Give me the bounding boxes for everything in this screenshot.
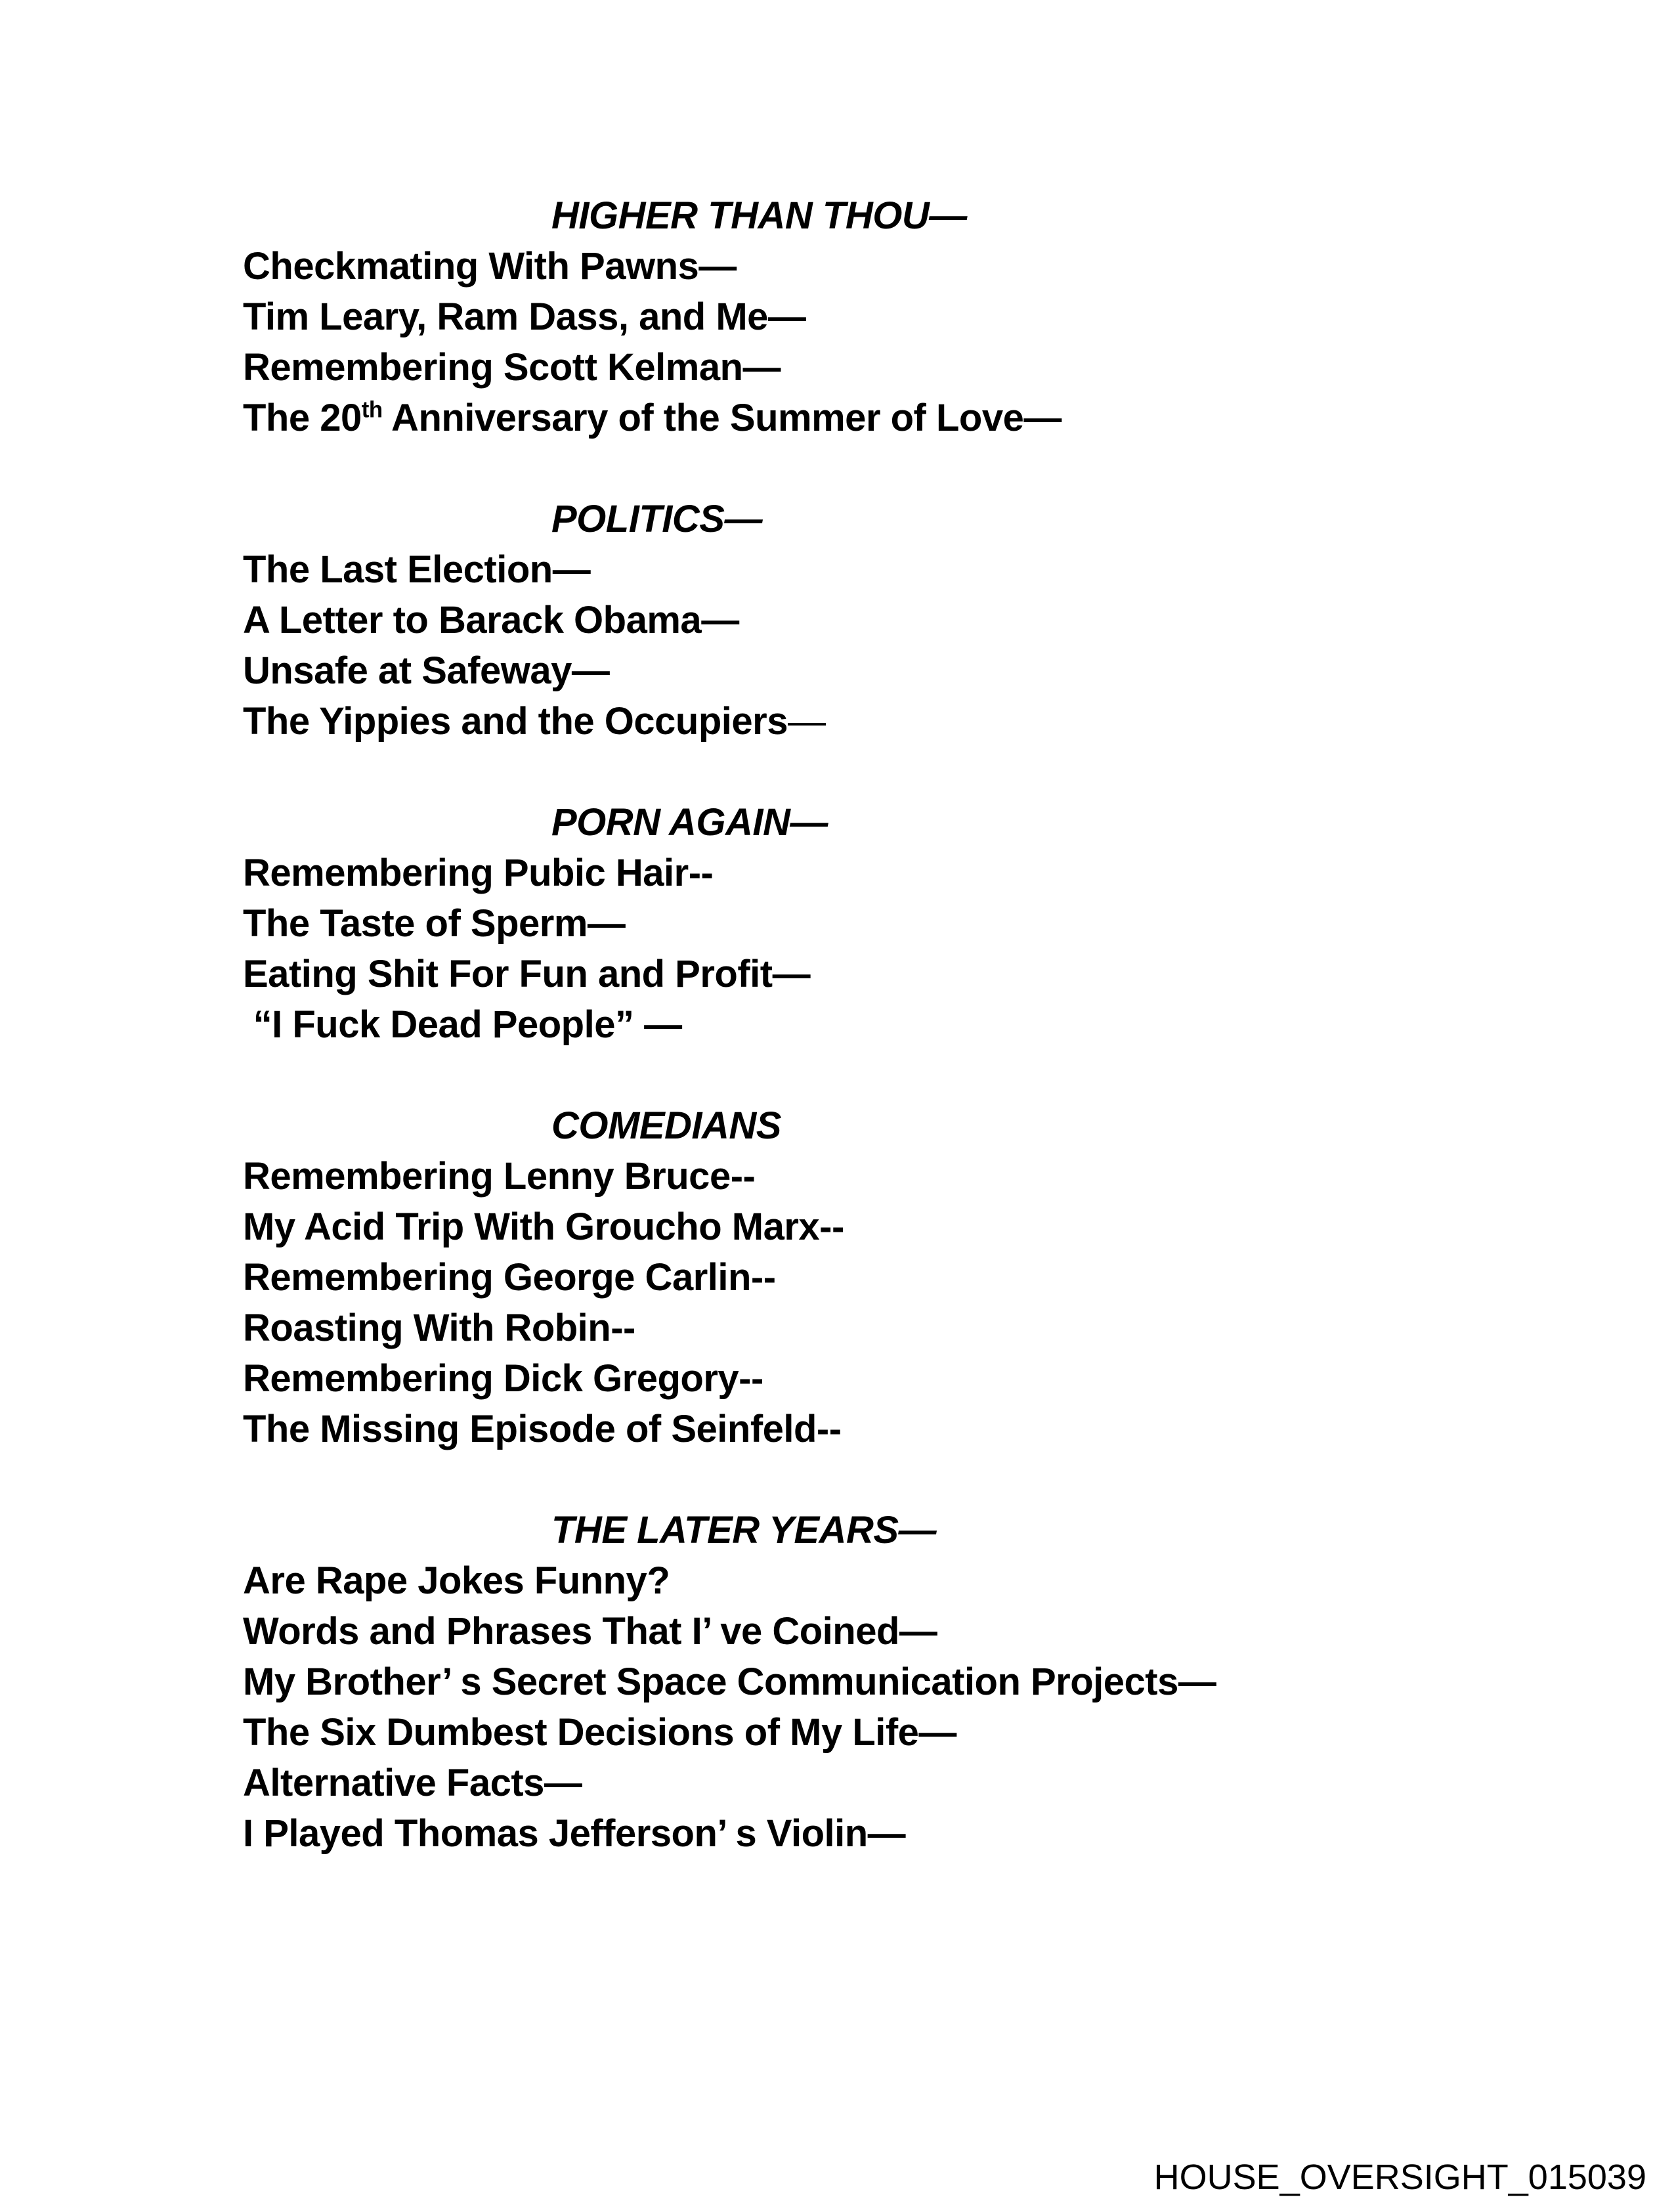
toc-item [243, 1252, 1674, 1303]
section-heading-text: THE LATER YEARS— [551, 1509, 937, 1551]
toc-item-text: The Yippies and the Occupiers [243, 700, 788, 743]
toc-item [243, 1353, 1674, 1404]
toc-item-text: Roasting With Robin-- [243, 1307, 635, 1349]
toc-item-text: I Played Thomas Jefferson’ s Violin— [243, 1812, 906, 1855]
toc-item-text: Remembering Lenny Bruce-- [243, 1155, 756, 1198]
toc-item [243, 696, 1674, 747]
toc-item-text: Remembering George Carlin-- [243, 1256, 776, 1299]
section-heading-text: PORN AGAIN— [551, 801, 828, 844]
toc-item-text: Are Rape Jokes Funny? [243, 1559, 670, 1602]
toc-item-text: My Acid Trip With Groucho Marx-- [243, 1205, 844, 1248]
toc-item-text: The Taste of Sperm— [243, 902, 626, 945]
toc-item [243, 848, 1674, 898]
section-heading-text: POLITICS— [551, 498, 762, 540]
toc-item [243, 999, 1674, 1050]
toc-item-text: Words and Phrases That I’ ve Coined— [243, 1610, 937, 1653]
toc-item-text: Eating Shit For Fun and Profit— [243, 953, 811, 995]
toc-item [243, 645, 1674, 696]
toc-item [243, 393, 1674, 443]
toc-item [243, 1404, 1674, 1454]
section-heading [551, 797, 1674, 848]
section-porn-again [243, 797, 1674, 1050]
toc-item-text: Unsafe at Safeway— [243, 649, 610, 692]
toc-item [243, 595, 1674, 645]
toc-item [243, 1707, 1674, 1758]
toc-item [243, 1808, 1674, 1859]
toc-item [243, 241, 1674, 292]
section-heading-text: COMEDIANS [551, 1104, 781, 1147]
section-heading [551, 494, 1674, 544]
section-heading-text: HIGHER THAN THOU— [551, 194, 967, 237]
section-the-later-years [243, 1505, 1674, 1859]
toc-item [243, 1657, 1674, 1707]
toc-item-text: My Brother’ s Secret Space Communication Projects— [243, 1660, 1216, 1703]
toc-item-text: The Six Dumbest Decisions of My Life— [243, 1711, 956, 1754]
section-heading [551, 190, 1674, 241]
section-heading [551, 1100, 1674, 1151]
toc-item-text: The 20 [243, 397, 362, 439]
section-heading [551, 1505, 1674, 1555]
toc-item [243, 949, 1674, 999]
section-comedians [243, 1100, 1674, 1454]
toc-item [243, 292, 1674, 342]
toc-item-text: The Missing Episode of Seinfeld-- [243, 1408, 842, 1450]
toc-item [243, 342, 1674, 393]
section-politics [243, 494, 1674, 747]
toc-item [243, 1555, 1674, 1606]
toc-item-text: Remembering Scott Kelman— [243, 346, 781, 389]
toc-item-text: Remembering Dick Gregory-- [243, 1357, 763, 1400]
toc-item-text: “I Fuck Dead People” — [243, 1003, 682, 1046]
toc-item [243, 1606, 1674, 1657]
toc-item-text: The Last Election— [243, 548, 591, 591]
toc-item [243, 544, 1674, 595]
toc-item-text: A Letter to Barack Obama— [243, 599, 739, 641]
toc-item-text: Anniversary of the Summer of Love— [382, 397, 1062, 439]
section-higher-than-thou [243, 190, 1674, 443]
toc-item [243, 1303, 1674, 1353]
ordinal-superscript: th [361, 397, 383, 423]
toc-item-text: Remembering Pubic Hair-- [243, 852, 714, 894]
toc-item [243, 1151, 1674, 1202]
toc-item-text: Alternative Facts— [243, 1762, 582, 1804]
toc-item [243, 1758, 1674, 1808]
toc-item [243, 898, 1674, 949]
toc-item-text: Tim Leary, Ram Dass, and Me— [243, 295, 806, 338]
toc-item-dash: — [787, 700, 826, 743]
bates-number: HOUSE_OVERSIGHT_015039 [1153, 2158, 1646, 2197]
toc-item-text: Checkmating With Pawns— [243, 245, 737, 288]
toc-item [243, 1202, 1674, 1252]
